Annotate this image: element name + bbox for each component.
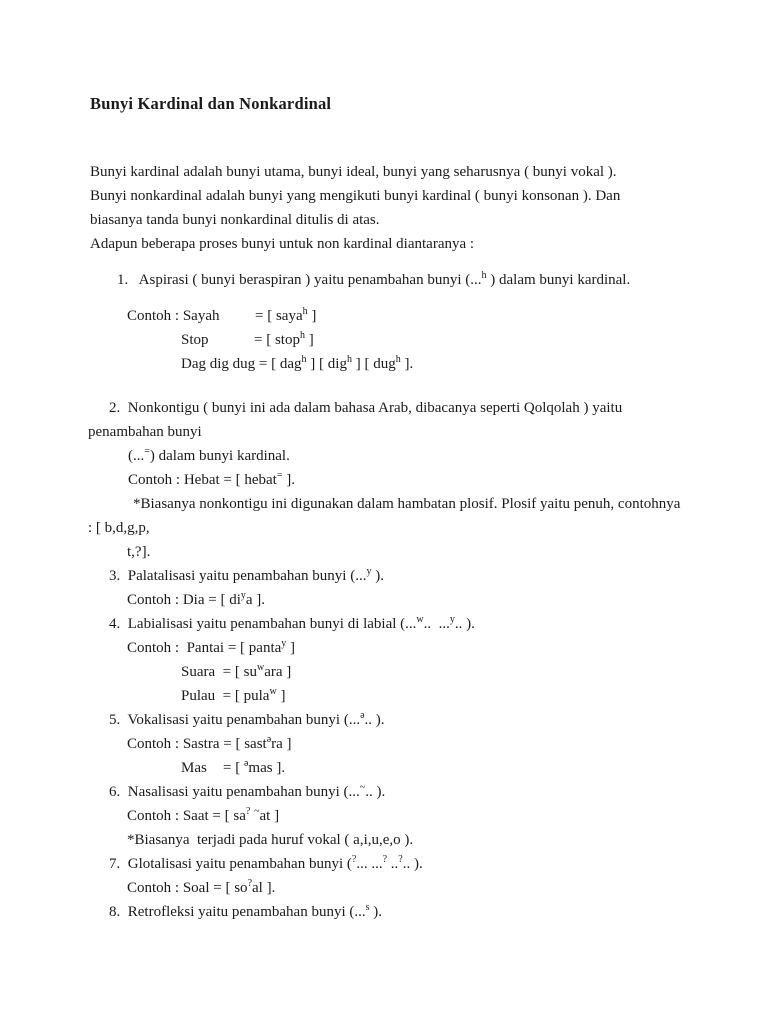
contoh-suara: Suara = [ $su^wara$ ]: [181, 662, 292, 680]
contoh-sastra: Contoh : Sastra = [ sast$^ə$ra ]: [127, 734, 292, 752]
phonetic-superscript: y: [366, 566, 372, 577]
phonetic-superscript: w: [269, 686, 277, 697]
contoh-pulau: Pulau = [ pula$^w$ ]: [181, 686, 286, 704]
contoh-sayah: Contoh : Sayah = [ saya$^h$ ]: [127, 306, 317, 324]
phonetic-superscript: h: [301, 354, 307, 365]
intro-line-3: biasanya tanda bunyi nonkardinal ditulis di atas.: [90, 212, 380, 228]
phonetic-superscript: ə: [360, 710, 365, 721]
item-8-retrofleksi: 8. Retrofleksi yaitu penambahan bunyi (...$^s$ ).: [109, 902, 383, 920]
phonetic-superscript: h: [302, 306, 308, 317]
phonetic-superscript: s: [365, 902, 370, 913]
aligned-label: Mas: [181, 760, 207, 776]
phonetic-superscript: =: [276, 470, 283, 481]
item-2-nonkontigu-line-1: 2. Nonkontigu ( bunyi ini ada dalam bahasa Arab, dibacanya seperti Qolqolah ) yaitu: [109, 400, 623, 416]
contoh-soal: Contoh : Soal = [ so?al ].: [127, 878, 276, 896]
aligned-label: Stop: [181, 332, 209, 348]
item-2-notation: (...=) dalam bunyi kardinal.: [128, 446, 290, 464]
phonetic-superscript: y: [281, 638, 287, 649]
note-nonkontigu-line-1: *Biasanya nonkontigu ini digunakan dalam hambatan plosif. Plosif yaitu penuh, contohnya: [133, 496, 681, 512]
phonetic-superscript: w: [256, 662, 265, 673]
intro-line-4: Adapun beberapa proses bunyi untuk non kardinal diantaranya :: [90, 236, 475, 252]
phonetic-superscript: y: [449, 614, 455, 625]
phonetic-superscript: =: [144, 446, 150, 457]
phonetic-superscript: ~: [254, 806, 260, 817]
phonetic-superscript: ?: [351, 854, 357, 865]
contoh-mas: Mas = [ $^ə$mas ].: [181, 758, 286, 776]
item-3-palatalisasi: 3. Palatalisasi yaitu penambahan bunyi (...$^y$ ).: [109, 566, 384, 584]
phonetic-superscript: w: [416, 614, 424, 625]
note-nonkontigu-line-2: : [ b,d,g,p,: [88, 520, 150, 536]
intro-line-1: Bunyi kardinal adalah bunyi utama, bunyi ideal, bunyi yang seharusnya ( bunyi vokal ).: [90, 164, 617, 180]
phonetic-superscript: ?: [247, 878, 253, 889]
phonetic-superscript: ?: [382, 854, 388, 865]
phonetic-superscript: h: [395, 354, 401, 365]
document-body: [0, 164, 768, 921]
phonetic-superscript: h: [346, 354, 352, 365]
contoh-dia: Contoh : Dia = [ $di^ya$ ].: [127, 590, 266, 608]
aligned-label: Contoh : Sayah: [127, 308, 220, 324]
contoh-stop: Stop = [ stop$^h$ ]: [181, 330, 314, 348]
intro-line-2: Bunyi nonkardinal adalah bunyi yang mengikuti bunyi kardinal ( bunyi konsonan ). Dan: [90, 188, 621, 204]
note-nasalisasi: *Biasanya terjadi pada huruf vokal ( a,i,u,e,o ).: [127, 832, 414, 848]
item-7-glotalisasi: 7. Glotalisasi yaitu penambahan bunyi (?... ...? ..?.. ).: [109, 854, 423, 872]
phonetic-superscript: ?: [398, 854, 403, 865]
contoh-hebat: Contoh : Hebat = [ hebat= ].: [128, 470, 295, 488]
contoh-dag-dig-dug: Dag dig dug = [ dag$^h$ ] [ dig$^h$ ] [ dug$^h$ ].: [181, 354, 414, 372]
phonetic-superscript: ~: [359, 782, 366, 793]
phonetic-superscript: ?: [245, 806, 251, 817]
item-4-labialisasi: 4. Labialisasi yaitu penambahan bunyi di labial (...$^w$.. ...$^y$.. ).: [109, 614, 475, 632]
item-6-nasalisasi: 6. Nasalisasi yaitu penambahan bunyi (...~.. ).: [109, 782, 386, 800]
item-5-vokalisasi: 5. Vokalisasi yaitu penambahan bunyi (...$^ə$.. ).: [109, 710, 385, 728]
document-title: Bunyi Kardinal dan Nonkardinal: [90, 94, 332, 113]
contoh-saat: Contoh : Saat = [ sa? ~at ]: [127, 806, 280, 824]
phonetic-superscript: ə: [243, 758, 249, 769]
phonetic-superscript: h: [299, 330, 305, 341]
note-nonkontigu-line-3: t,?].: [127, 544, 151, 560]
phonetic-superscript: y: [240, 590, 246, 601]
phonetic-superscript: ə: [266, 734, 272, 745]
phonetic-superscript: h: [481, 270, 487, 281]
item-1-aspirasi: 1. Aspirasi ( bunyi beraspiran ) yaitu penambahan bunyi (...$^h$ ) dalam bunyi kardinal.: [117, 270, 631, 288]
item-2-nonkontigu-line-2: penambahan bunyi: [88, 424, 202, 440]
contoh-pantai: Contoh : Pantai = [ panta$^y$ ]: [127, 638, 296, 656]
